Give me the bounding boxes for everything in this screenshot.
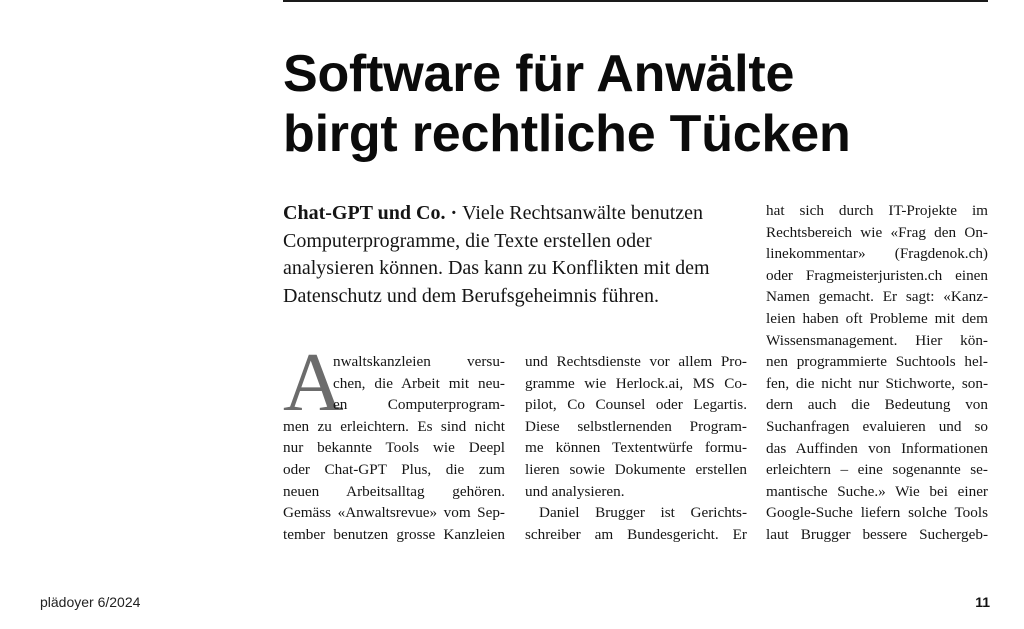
body-line: leien haben oft Probleme mit dem [766,309,988,327]
lead-line: analysieren können. Das kann zu Konflikten mit dem [283,257,710,279]
drop-cap: A [283,336,344,429]
body-line: und analysieren. [525,482,625,500]
body-line: erleichtern – eine sogenannte se- [766,461,988,479]
lead-line: Computerprogramme, die Texte erstellen oder [283,229,652,252]
body-line: oder Fragmeisterjuristen.ch einen [766,266,988,284]
body-line: nur bekannte Tools wie Deepl [283,439,505,457]
body-line: und Rechtsdienste vor allem Pro- [525,353,747,370]
body-line: me können Textentwürfe formu- [525,439,747,457]
body-line: Daniel Brugger ist Gerichts- [539,504,747,522]
body-line: gramme wie Herlock.ai, MS Co- [525,374,747,392]
body-line: Gemäss «Anwaltsrevue» vom Sep- [283,504,505,522]
body-line: men zu erleichtern. Es sind nicht [283,417,505,435]
body-line: chen, die Arbeit mit neu- [333,374,505,392]
body-line: Rechtsbereich wie «Frag den On- [766,223,988,241]
body-line: schreiber am Bundesgericht. Er [525,525,747,543]
body-line: mantische Suche.» Wie bei einer [766,482,988,500]
body-column-2 [525,351,747,545]
body-line: hat sich durch IT-Projekte im [766,202,988,219]
body-line: nwaltskanzleien versu- [333,353,505,370]
body-line: lieren sowie Dokumente erstellen [525,460,747,478]
body-line: pilot, Co Counsel oder Legartis. [525,396,747,414]
lead-separator: · [445,202,463,224]
body-line: das Auffinden von Informationen [766,439,988,457]
body-line: Suchanfragen evaluieren und so [766,417,988,435]
body-column-3 [766,200,988,546]
lead-line [283,200,755,228]
body-line: linekommentar» (Fragdenok.ch) [766,245,988,263]
body-line: oder Chat-GPT Plus, die zum [283,460,505,478]
top-rule [283,0,988,2]
headline-line: Software für Anwälte [283,45,795,103]
body-line: Google-Suche liefern solche Tools [766,504,988,522]
lead-kicker: Chat-GPT und Co. [283,202,446,224]
article-headline [283,44,1003,164]
body-line: fen, die nicht nur Stichworte, son- [766,374,988,392]
body-line: nen programmierte Suchtools hel- [766,353,988,371]
footer-publication: plädoyer 6/2024 [40,594,141,610]
body-line: tember benutzen grosse Kanzleien [283,525,505,543]
body-line: en Computerprogram- [333,396,505,414]
body-line: laut Brugger bessere Suchergeb- [766,525,988,543]
body-column-1 [283,351,505,545]
body-line: Namen gemacht. Er sagt: «Kanz- [766,288,988,306]
body-line: Wissensmanagement. Hier kön- [766,331,988,349]
headline-line: birgt rechtliche Tücken [283,105,851,163]
lead-text: Viele Rechtsanwälte benutzen [462,202,704,224]
article-lead [283,200,755,310]
body-line: Diese selbstlernenden Program- [525,417,747,435]
body-line: neuen Arbeitsalltag gehören. [283,482,505,500]
page-number: 11 [975,594,990,610]
lead-line: Datenschutz und dem Berufsgeheimnis führen. [283,284,660,307]
body-line: dern auch die Bedeutung von [766,396,988,414]
